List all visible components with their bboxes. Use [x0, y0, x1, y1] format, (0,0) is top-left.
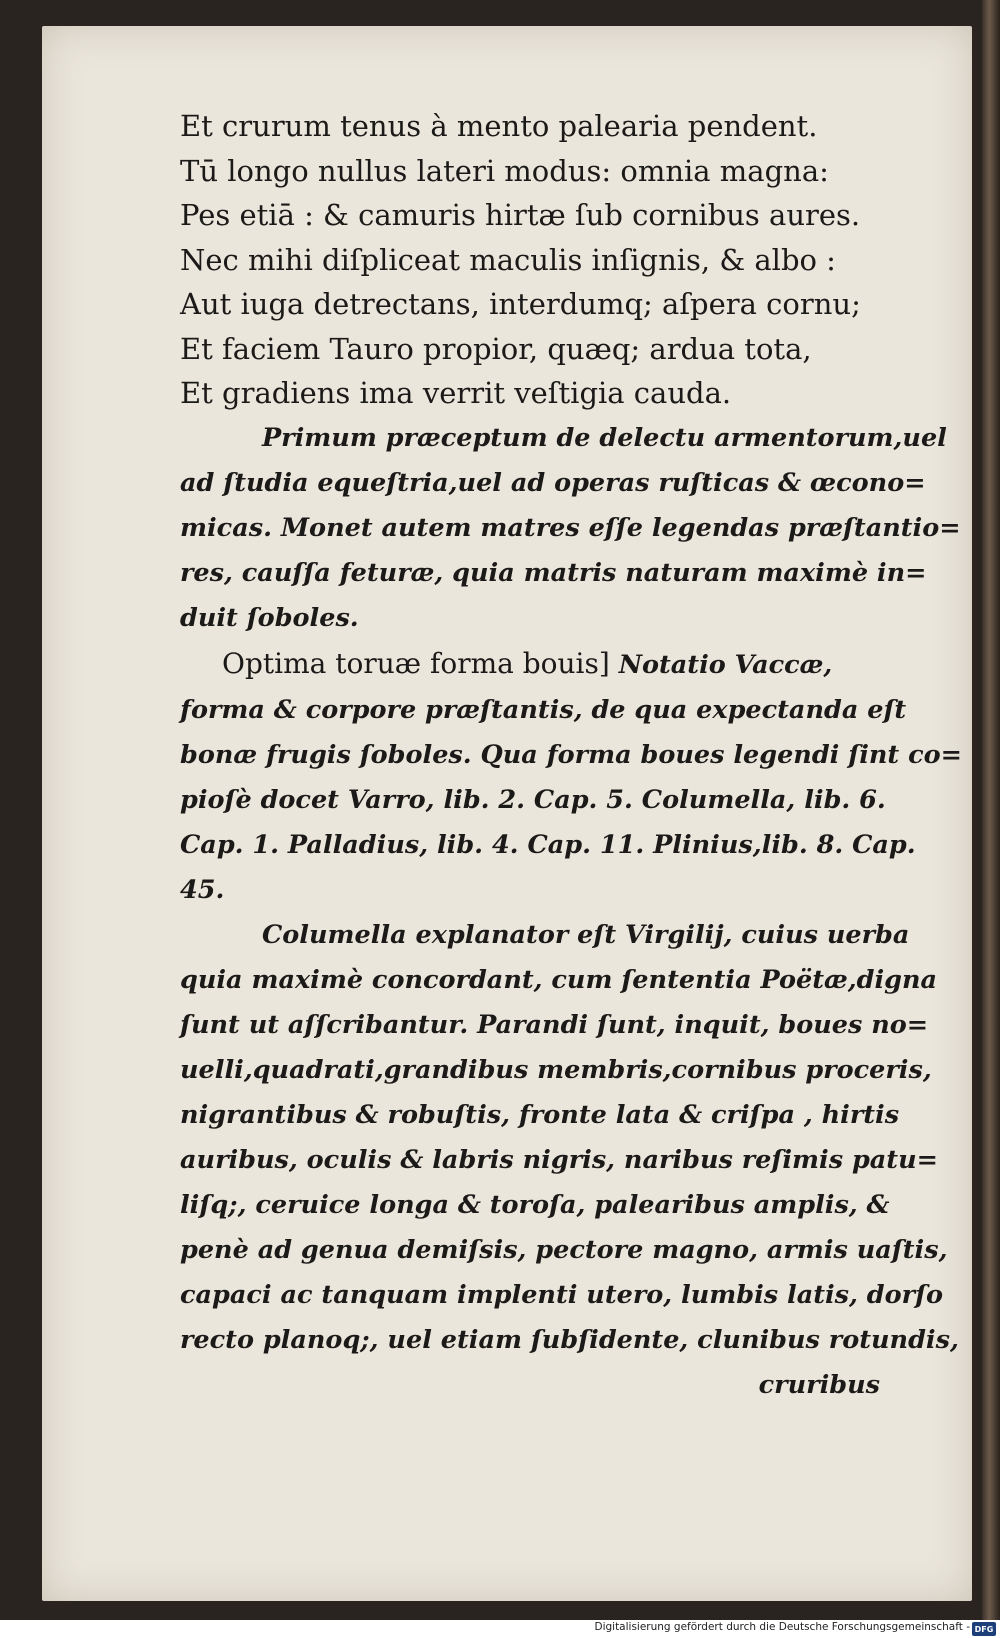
commentary-line: 45.	[180, 874, 225, 905]
commentary-line: micas. Monet autem matres eſſe legendas præſtantio=	[180, 512, 961, 543]
verse-line: Pes etiā : & camuris hirtæ ſub cornibus aures.	[180, 198, 861, 232]
commentary-line-rest: Notatio Vaccæ,	[618, 649, 833, 680]
commentary-line: auribus, oculis & labris nigris, naribus reſimis patu=	[180, 1144, 938, 1175]
commentary-line: quia maximè concordant, cum ſententia Poëtæ,digna	[180, 964, 938, 995]
footer-credit: Digitalisierung gefördert durch die Deutsche Forschungsgemeinschaft -	[594, 1621, 970, 1633]
commentary-first-line	[180, 641, 940, 688]
lemma: Optima toruæ forma bouis]	[222, 646, 610, 680]
commentary-line: nigrantibus & robuſtis, fronte lata & criſpa , hirtis	[180, 1099, 900, 1130]
verse-line: Et crurum tenus à mento palearia pendent.	[180, 109, 818, 143]
commentary-line: recto planoq;, uel etiam ſubſidente, clunibus rotundis,	[180, 1324, 959, 1355]
commentary-line: Primum præceptum de delectu armentorum,uel	[262, 422, 947, 453]
commentary-line: Columella explanator eſt Virgilij, cuius uerba	[262, 919, 910, 950]
commentary-paragraph-2	[180, 641, 962, 913]
verse-line: Tū longo nullus lateri modus: omnia magna:	[180, 153, 829, 188]
commentary-line: penè ad genua demiſsis, pectore magno, armis uaſtis,	[180, 1234, 948, 1265]
verse-line: Et gradiens ima verrit veſtigia cauda.	[180, 376, 732, 410]
commentary-line: pioſè docet Varro, lib. 2. Cap. 5. Columella, lib. 6.	[180, 784, 886, 815]
verse-block	[180, 104, 940, 416]
page-text	[180, 104, 962, 1408]
digitization-footer	[0, 1620, 1000, 1638]
commentary-line: bonæ frugis ſoboles. Qua forma boues legendi ſint co=	[180, 739, 962, 770]
commentary-line: ad ſtudia equeſtria,uel ad operas ruſticas & œcono=	[180, 467, 926, 498]
verse-line: Aut iuga detrectans, interdumq; aſpera cornu;	[180, 287, 861, 321]
commentary-line: res, cauſſa feturæ, quia matris naturam maximè in=	[180, 557, 927, 588]
book-spine-edge	[982, 0, 1000, 1620]
commentary-line: liſq;, ceruice longa & toroſa, palearibus amplis, &	[180, 1189, 890, 1220]
commentary-paragraph-1	[180, 416, 961, 641]
commentary-line: uelli,quadrati,grandibus membris,cornibus proceris,	[180, 1054, 932, 1085]
verse-line: Et faciem Tauro propior, quæq; ardua tota,	[180, 331, 812, 366]
commentary-line: forma & corpore præſtantis, de qua expectanda eſt	[180, 694, 907, 725]
commentary-paragraph-3	[180, 913, 959, 1408]
commentary-line: duit ſoboles.	[180, 602, 359, 633]
commentary-line: capaci ac tanquam implenti utero, lumbis latis, dorſo	[180, 1279, 944, 1310]
commentary-line: Cap. 1. Palladius, lib. 4. Cap. 11. Plinius,lib. 8. Cap.	[180, 829, 916, 860]
verse-line: Nec mihi diſpliceat maculis inſignis, & albo :	[180, 242, 836, 277]
commentary-line: ſunt ut aſſcribantur. Parandi ſunt, inquit, boues no=	[180, 1009, 929, 1040]
catchword: cruribus	[758, 1369, 880, 1400]
dfg-logo-icon: DFG	[972, 1622, 996, 1636]
